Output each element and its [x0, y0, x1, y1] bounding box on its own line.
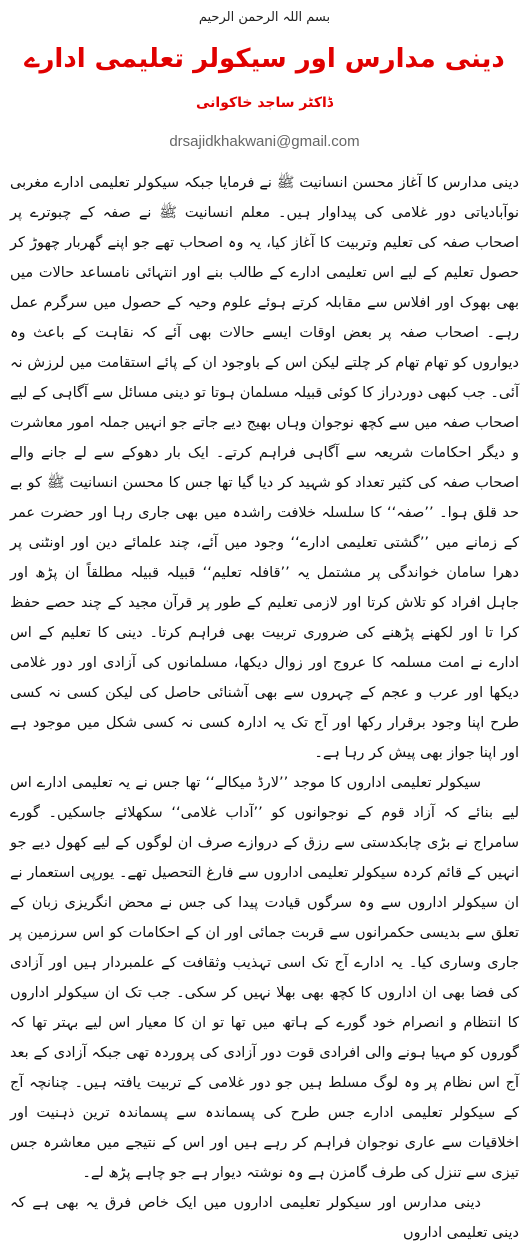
paragraph: سیکولر تعلیمی اداروں کا موجد ’’لارڈ میکالے‘‘ تھا جس نے یہ تعلیمی ادارے اس لیے بنائے کہ آزاد قوم کے نوجوانوں کو ’’آداب غلامی‘‘ سکھلائے جاسکیں۔ گورے سامراج نے بڑی چابکدستی سے رزق کے دروازے صرف ان لوگوں کے لیے کھول دیے جو انہیں کے قائم کردہ سیکولر تعلیمی اداروں سے فارغ التحصیل تھے۔ یورپی استعمار نے ان سیکولر اداروں سے وہ سرگوں قیادت پیدا کی جس نے محض انگریزی زبان کے تعلق سے بدیسی حکمرانوں سے قربت جمائی اور ان کے احکامات کو اس سرزمین پر جاری وساری کیا۔ یہ ادارے آج تک اسی تہذیب وثقافت کے علمبردار ہیں اور آزادی کی فضا بھی ان اداروں کا کچھ بھی بھلا نہیں کر سکی۔ جب تک ان سیکولر اداروں کا انتظام و انصرام خود گورے کے ہاتھ میں تھا تو ان کا معیار اس لیے بہتر تھا کہ گوروں کو مہیا ہونے والی افرادی قوت دور آزادی کی پروردہ تھی جبکہ آزادی کے بعد آج اس نظام پر وہ لوگ مسلط ہیں جو دور غلامی کے تربیت یافتہ ہیں۔ چنانچہ آج کے سیکولر تعلیمی ادارے جس طرح کی پسماندہ سے پسماندہ ترین ذہنیت اور اخلاقیات سے عاری نوجوان فراہم کر رہے ہیں اور اس کے نتیجے میں معاشرہ جس تیزی سے تنزل کی طرف گامزن ہے وہ نوشتہ دیوار ہے جو چاہے پڑھ لے۔ [10, 775, 519, 1181]
paragraph: دینی مدارس کا آغاز محسن انسانیت ﷺ نے فرمایا جبکہ سیکولر تعلیمی ادارے مغربی نوآبادیاتی دور غلامی کی پیداوار ہیں۔ معلم انسانیت ﷺ نے صفہ کے چبوترے پر اصحاب صفہ کی تعلیم وتربیت کا آغاز کیا، یہ وہ اصحاب تھے جو اپنے گھربار چھوڑ کر حصول تعلیم کے لیے اس تعلیمی ادارے کے طالب بنے اور انتہائی نامساعد حالات میں بھی بھوک اور افلاس سے مقابلہ کرتے ہوئے علوم وحیہ کے حصول میں سرگرم عمل رہے۔ اصحاب صفہ پر بعض اوقات ایسے حالات بھی آئے کہ نقاہت کے باعث وہ دیواروں کو تھام تھام کر چلتے لیکن اس کے باوجود ان کے پائے استقامت میں لرزش نہ آئی۔ جب کبھی دوردراز کا کوئی قبیلہ مسلمان ہوتا تو دینی مسائل سے آگاہی کے لیے اصحاب صفہ میں سے کچھ نوجوان وہاں بھیج دیے جاتے جو انہیں جملہ امور معاشرت و دیگر احکامات شریعہ سے آگاہی فراہم کرتے۔ ایک بار دھوکے سے لے جانے والے اصحاب صفہ کی کثیر تعداد کو شہید کر دیا گیا تھا جس کا محسن انسانیت ﷺ کو بے حد قلق ہوا۔ ’’صفہ‘‘ کا سلسلہ خلافت راشدہ میں بھی جاری رہا اور حضرت عمر کے زمانے میں ’’گشتی تعلیمی ادارے‘‘ وجود میں آئے، چند علمائے دین اور اونٹنی پر دھرا سامان خواندگی پر مشتمل یہ ’’قافلہ تعلیم‘‘ قبیلہ قبیلہ مطلقاً ان پڑھ اور جاہل افراد کو تلاش کرتا اور لازمی تعلیم کے طور پر قرآن مجید کے چند حصے حفظ کرا تا اور لکھنے پڑھنے کی ضروری تربیت بھی فراہم کرتا۔ دینی کا تعلیم کے اس ادارے نے امت مسلمہ کا عروج اور زوال دیکھا، مسلمانوں کی آزادی اور دور غلامی دیکھا اور عرب و عجم کے چہروں سے بھی آشنائی حاصل کی لیکن کسی نہ کسی طرح اپنا وجود برقرار رکھا اور آج تک یہ ادارہ کسی نہ کسی شکل میں موجود ہے اور اپنا جواز بھی پیش کر رہا ہے۔ [10, 175, 519, 761]
author-name: ڈاکٹر ساجد خاکوانی [195, 95, 334, 111]
article-title: دینی مدارس اور سیکولر تعلیمی ادارے [24, 44, 505, 74]
author-email[interactable]: drsajidkhakwani@gmail.com [169, 133, 360, 150]
bismillah: بسم اللہ الرحمن الرحیم [198, 10, 331, 25]
article-body [10, 168, 519, 1248]
paragraph: دینی مدارس اور سیکولر تعلیمی اداروں میں ایک خاص فرق یہ بھی ہے کہ دینی تعلیمی اداروں [10, 1195, 519, 1241]
